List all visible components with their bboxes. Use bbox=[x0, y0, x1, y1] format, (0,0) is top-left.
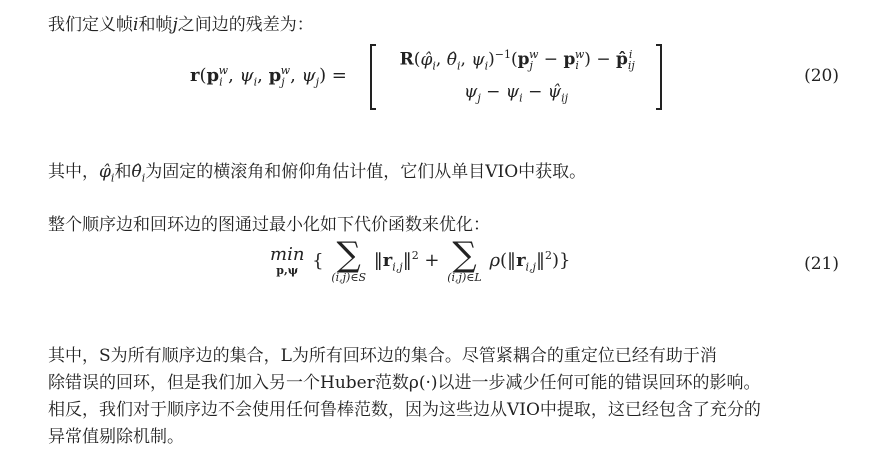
sum-loop: ∑ (i,j)∈L bbox=[447, 235, 482, 284]
eq20-number: (20) bbox=[804, 66, 839, 86]
eq21-number: (21) bbox=[804, 254, 839, 274]
intro-line bbox=[48, 10, 314, 35]
eq21: min p,ψ { ∑ (i,j)∈S $‖r_{i,j}‖^2$ + ∑ (i,j)∈L $\rho(‖r_{i,j}‖^2)$} bbox=[270, 235, 571, 284]
final-line-4: 异常值剔除机制。 bbox=[48, 427, 184, 447]
eq20-lhs: $r(p_i^w$, $\psi_i$, $p_j^w$, $\psi_j$) = bbox=[190, 64, 347, 89]
intro-text: 我们定义帧i和帧j之间边的残差为： bbox=[48, 15, 314, 35]
explain-line: 其中，$\varphî_i$和$\thetâ_i$为固定的横滚角和俯仰角估计值，它们从单目VIO中获取。 bbox=[48, 162, 587, 185]
final-line-3: 相反，我们对于顺序边不会使用任何鲁棒范数，因为这些边从VIO中提取，这已经包含了充分的 bbox=[48, 400, 761, 420]
graph-line: 整个顺序边和回环边的图通过最小化如下代价函数来优化： bbox=[48, 215, 490, 235]
min-operator: min p,ψ bbox=[270, 244, 305, 277]
eq20-matrix bbox=[370, 44, 662, 110]
eq20-row2: $\psi_j - \psi_i$ − $\psî_{ij}$ bbox=[463, 82, 569, 105]
eq20-row1: $R(\varphî_i$, $\thetâ_i$, $\psi_i)^{-1}(p_j^w - p_i^w)$ − $p̂_{ij}^i$ bbox=[399, 48, 635, 73]
final-paragraph bbox=[48, 343, 848, 451]
final-line-2: 除错误的回环，但是我们加入另一个Huber范数ρ(·)以进一步减少任何可能的错误回环的影响。 bbox=[48, 373, 761, 393]
final-line-1: 其中，S为所有顺序边的集合，L为所有回环边的集合。尽管紧耦合的重定位已经有助于消 bbox=[48, 346, 717, 366]
sum-sequential: ∑ (i,j)∈S bbox=[331, 235, 367, 284]
